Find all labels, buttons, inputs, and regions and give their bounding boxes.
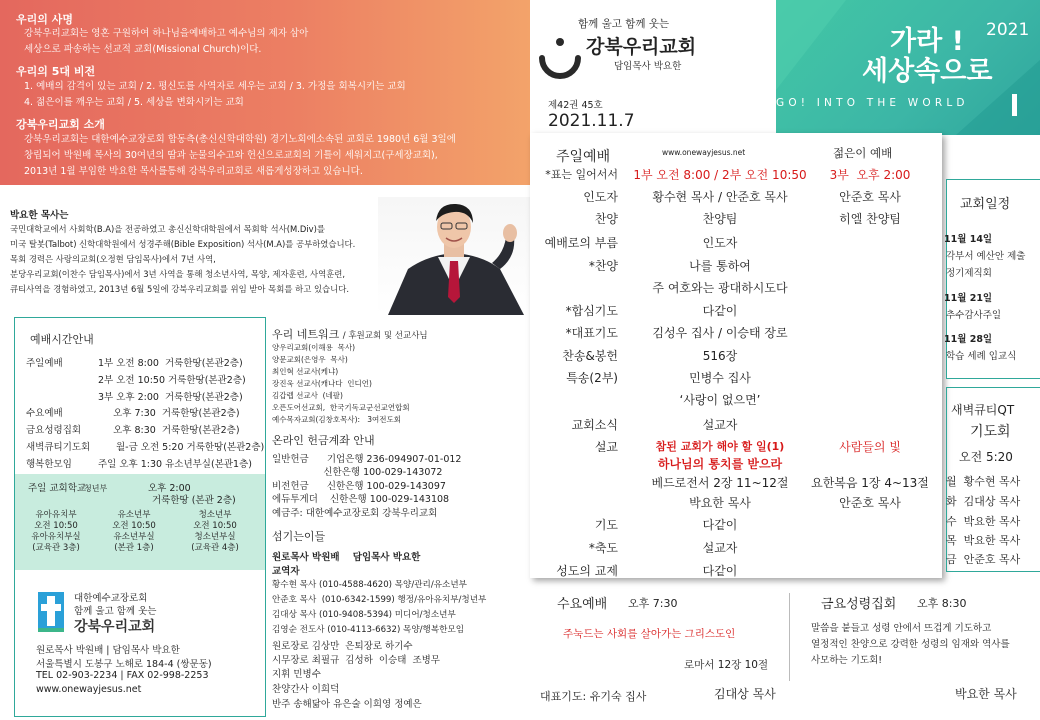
worship-times-title: 예배시간안내 xyxy=(30,333,94,346)
footer-tagline: 함께 울고 함께 웃는 xyxy=(74,606,157,617)
order-item-main: 인도자 xyxy=(702,236,738,250)
youth-time: 오후 2:00 xyxy=(148,483,191,494)
worship-time-value: 2부 오전 10:50 거룩한땅(본관2층) xyxy=(98,375,246,386)
qt-row: 수 박요한 목사 xyxy=(946,515,1021,528)
school-group-time: 오전 10:50 xyxy=(34,521,78,531)
order-item-main: 1부 오전 8:00 / 2부 오전 10:50 xyxy=(633,168,807,182)
order-item-label: *대표기도 xyxy=(565,326,618,340)
servant-line: 교역자 xyxy=(272,566,300,577)
order-item-main: 박요한 목사 xyxy=(689,496,751,510)
network-subtitle: / 후원교회 및 선교사님 xyxy=(342,331,428,341)
events-title: 교회일정 xyxy=(960,197,1011,212)
intro-text: 강북우리교회는 대한예수교장로회 합동측(총신신학대학원) 경기노회에소속된 교회로 1980년 6월 3일에 xyxy=(24,134,456,145)
event-text: 각부서 예산안 제출 xyxy=(946,251,1026,262)
school-group-building: (본관 1층) xyxy=(114,543,154,553)
wednesday-passage: 로마서 12장 10절 xyxy=(684,659,769,671)
order-item-youth: 사람들의 빛 xyxy=(839,440,901,454)
school-group-name: 청소년부 xyxy=(198,510,232,520)
network-line: 오픈도어선교회, 한국기독교군선교연합회 xyxy=(272,403,410,412)
order-item-main: 황수현 목사 / 안준호 목사 xyxy=(652,190,788,204)
pastor-bio-line: 미국 탈봇(Talbot) 신학대학원에서 성경주해(Bible Exposition) 석사(M.A)를 공부하였습니다. xyxy=(10,239,356,249)
order-item-main: ‘사랑이 없으면’ xyxy=(679,393,761,407)
footer-website-link[interactable]: www.onewayjesus.net xyxy=(36,684,142,695)
servant-line: 김영순 전도사 (010-4113-6632) 목양/행복한모임 xyxy=(272,625,465,635)
youth-place: 거룩한땅 (본관 2층) xyxy=(152,495,236,506)
network-title xyxy=(272,326,428,342)
pastor-photo xyxy=(378,197,530,315)
order-item-main: 참된 교회가 해야 할 일(1) xyxy=(655,440,785,453)
offering-line: 비전헌금 신한은행 100-029-143097 xyxy=(272,481,446,492)
mission-band xyxy=(0,0,530,185)
church-cross-logo-icon xyxy=(36,590,66,634)
banner-slogan-line1: 가라 ! xyxy=(890,26,964,57)
network-title-text: 우리 네트워크 xyxy=(272,328,340,341)
school-group xyxy=(102,510,166,554)
school-group-building: (교육관 4층) xyxy=(191,543,239,553)
order-item-label: 찬양 xyxy=(594,212,618,226)
school-group-building: (교육관 3층) xyxy=(32,543,80,553)
friday-title: 금요성령집회 xyxy=(821,597,897,612)
mission-text: 세상으로 파송하는 선교적 교회(Missional Church)이다. xyxy=(24,44,262,55)
school-group-room: 유소년부실 xyxy=(113,532,155,542)
servant-line: 반주 송해닮아 유은술 이희영 정예은 xyxy=(272,699,422,710)
servant-line: 김대상 목사 (010-9408-5394) 미디어/청소년부 xyxy=(272,610,456,620)
offering-title: 온라인 헌금계좌 안내 xyxy=(272,434,375,447)
event-date: 11월 21일 xyxy=(944,293,993,304)
school-group xyxy=(180,510,250,554)
offering-line: 에듀투게더 신한은행 100-029-143108 xyxy=(272,494,450,505)
order-item-label: 성도의 교제 xyxy=(556,564,618,578)
school-group-name: 유소년부 xyxy=(117,510,151,520)
footer-address: 서울특별시 도봉구 노해로 184-4 (쌍문동) xyxy=(36,659,212,670)
worship-time-label: 수요예배 xyxy=(26,408,63,419)
pastor-title: 박요한 목사는 xyxy=(10,210,69,221)
order-item-label: 특송(2부) xyxy=(566,371,618,385)
youth-label: 청년부 xyxy=(84,484,108,493)
mission-text: 강북우리교회는 영혼 구원하여 하나님을예배하고 예수님의 제자 삼아 xyxy=(24,28,309,39)
servant-line: 찬양간사 이희덕 xyxy=(272,684,340,695)
servant-line: 시무장로 최필규 김성하 이승태 조병무 xyxy=(272,655,440,666)
offering-line: 신한은행 100-029-143072 xyxy=(272,467,443,478)
wednesday-sermon: 주눅드는 사회를 살아가는 그리스도인 xyxy=(563,628,736,640)
friday-time: 오후 8:30 xyxy=(917,597,967,610)
order-item-main: 다같이 xyxy=(702,518,738,532)
network-line: 예수목자교회(김창호목사): 3여전도회 xyxy=(272,415,401,424)
order-item-youth: 안준호 목사 xyxy=(839,190,901,204)
church-ring-logo-icon xyxy=(536,32,584,80)
order-item-label: 설교 xyxy=(594,440,618,454)
worship-time-label: 금요성령집회 xyxy=(26,425,82,436)
header-pastor: 담임목사 박요한 xyxy=(614,61,682,72)
offering-line: 일반헌금 기업은행 236-094907-01-012 xyxy=(272,454,462,465)
pastor-bio-line: 목회 경력은 사랑의교회(오정현 담임목사)에서 7년 사역, xyxy=(10,254,216,264)
order-item-label: *표는 일어서서 xyxy=(545,168,618,181)
servant-line: 원로장로 김상만 은퇴장로 하기수 xyxy=(272,641,413,652)
school-group xyxy=(24,510,88,554)
mission-heading: 우리의 사명 xyxy=(16,13,73,26)
servant-line: 지휘 민병수 xyxy=(272,669,321,680)
order-item-youth: 안준호 목사 xyxy=(839,496,901,510)
pastor-bio-line: 분당우리교회(이찬수 담임목사)에서 3년 사역을 통해 청소년사역, 목양, 제자훈련, 사역훈련, xyxy=(10,269,346,279)
banner-year: 2021 xyxy=(986,20,1030,40)
order-item-label: 인도자 xyxy=(583,190,618,204)
order-item-label: *축도 xyxy=(588,541,618,555)
event-text: 추수감사주일 xyxy=(946,310,1002,321)
order-item-main: 다같이 xyxy=(702,564,738,578)
intro-text: 2013년 1월 부임한 박요한 목사를통해 강북우리교회로 새롭게성장하고 있습니다. xyxy=(24,166,363,177)
friday-description xyxy=(811,621,1010,669)
order-item-label: 찬송&봉헌 xyxy=(562,349,618,363)
order-website: www.onewayjesus.net xyxy=(662,148,746,157)
pastor-bio-line: 큐티사역을 경험하였고, 2013년 6월 5일에 강북우리교회를 위임 받아 목회를 하고 있습니다. xyxy=(10,284,349,294)
friday-desc-line: 말씀을 붙들고 성령 안에서 뜨겁게 기도하고 xyxy=(811,623,992,634)
order-item-main: 민병수 집사 xyxy=(689,371,751,385)
order-item-label: *찬양 xyxy=(588,259,618,273)
banner-english: GO! INTO THE WORLD xyxy=(776,97,969,109)
event-text: 학습 세례 입교식 xyxy=(946,351,1017,362)
order-item-main: 찬양팀 xyxy=(702,212,738,226)
worship-time-value: 월-금 오전 5:20 거룩한땅(본관2층) xyxy=(116,442,265,453)
servants-title: 섬기는이들 xyxy=(272,530,326,543)
network-line: 양우리교회(이해용 목사) xyxy=(272,343,356,352)
school-group-name: 유아유치부 xyxy=(35,510,77,520)
qt-row: 화 김대상 목사 xyxy=(946,495,1021,508)
worship-time-label: 행복한모임 xyxy=(26,459,72,470)
vision-text: 1. 예배의 감격이 있는 교회 / 2. 평신도를 사역자로 세우는 교회 / 3. 가정을 회복시키는 교회 xyxy=(24,81,406,92)
order-item-main: 설교자 xyxy=(702,541,738,555)
order-item-youth: 히엘 찬양팀 xyxy=(839,212,901,226)
church-school-title: 주일 교회학교 xyxy=(28,483,87,494)
footer-pastors: 원로목사 박원배 | 담임목사 박요한 xyxy=(36,645,180,656)
event-text: 정기제직회 xyxy=(946,268,992,279)
network-line: 양문교회(은영우 목사) xyxy=(272,355,348,364)
school-group-room: 청소년부실 xyxy=(194,532,236,542)
school-group-time: 오전 10:50 xyxy=(193,521,237,531)
wednesday-time: 오후 7:30 xyxy=(628,597,678,610)
friday-desc-line: 사모하는 기도회! xyxy=(811,655,883,666)
youth-worship-heading: 젊은이 예배 xyxy=(833,146,893,160)
issue-number: 제42권 45호 xyxy=(548,100,603,111)
order-item-label: 기도 xyxy=(594,518,618,532)
qt-row: 금 안준호 목사 xyxy=(946,553,1021,566)
network-line: 최인혁 선교사(케냐) xyxy=(272,367,339,376)
pastor-bio xyxy=(10,222,355,297)
network-line: 장진욱 선교사(캐나다 인디언) xyxy=(272,379,372,388)
vision-text: 4. 젊은이를 깨우는 교회 / 5. 세상을 변화시키는 교회 xyxy=(24,97,244,108)
worship-time-value: 오후 7:30 거룩한땅(본관2층) xyxy=(98,408,240,419)
order-item-main: 주 여호와는 광대하시도다 xyxy=(652,281,788,295)
order-item-main: 김성우 집사 / 이승태 장로 xyxy=(652,326,788,340)
header-church-name: 강북우리교회 xyxy=(586,36,697,58)
order-item-main: 나를 통하여 xyxy=(689,259,751,273)
order-item-main: 베드로전서 2장 11~12절 xyxy=(651,476,789,490)
servant-line: 황수현 목사 (010-4588-4620) 목양/관리/유소년부 xyxy=(272,580,467,590)
qt-row: 목 박요한 목사 xyxy=(946,534,1021,547)
school-group-time: 오전 10:50 xyxy=(112,521,156,531)
worship-time-value: 주일 오후 1:30 유소년부실(본관1층) xyxy=(98,459,252,470)
school-group-room: 유아유치부실 xyxy=(31,532,81,542)
servant-line: 원로목사 박원배 담임목사 박요한 xyxy=(272,552,421,563)
footer-phone: TEL 02-903-2234 | FAX 02-998-2253 xyxy=(36,670,209,681)
worship-time-value: 3부 오후 2:00 거룩한땅(본관2층) xyxy=(98,392,243,403)
intro-text: 창립되어 박원배 목사의 30여년의 땀과 눈물의수고와 헌신으로교회의 기틀이 세워지고(구세장교회), xyxy=(24,150,438,161)
vision-heading: 우리의 5대 비전 xyxy=(16,65,96,78)
bulletin-date: 2021.11.7 xyxy=(548,111,635,131)
offering-line: 예금주: 대한예수교장로회 강북우리교회 xyxy=(272,508,438,519)
qt-title: 새벽큐티QT xyxy=(951,403,1015,417)
order-item-main: 다같이 xyxy=(702,304,738,318)
friday-preacher: 박요한 목사 xyxy=(955,687,1017,701)
event-date: 11월 14일 xyxy=(944,234,993,245)
divider xyxy=(789,593,790,681)
friday-desc-line: 열정적인 찬양으로 강력한 성령의 임재와 역사를 xyxy=(811,639,1010,650)
footer-denomination: 대한예수교장로회 xyxy=(74,593,148,604)
order-item-label: 교회소식 xyxy=(571,418,618,432)
order-item-label: 예배로의 부름 xyxy=(544,236,618,250)
pastor-portrait-icon xyxy=(378,197,530,315)
worship-time-label: 새벽큐티기도회 xyxy=(26,442,91,453)
order-item-main: 설교자 xyxy=(702,418,738,432)
servant-line: 안준호 목사 (010-6342-1599) 행정/유아유치부/청년부 xyxy=(272,595,487,605)
order-item-youth: 3부 오후 2:00 xyxy=(829,168,911,182)
banner-slogan-line2: 세상속으로 xyxy=(862,56,993,87)
intro-heading: 강북우리교회 소개 xyxy=(16,118,105,131)
order-item-youth: 요한복음 1장 4~13절 xyxy=(811,476,929,490)
worship-time-value: 오후 8:30 거룩한땅(본관2층) xyxy=(98,425,240,436)
wednesday-preacher: 김대상 목사 xyxy=(714,687,776,701)
order-heading: 주일예배 xyxy=(556,149,611,165)
qt-subtitle: 기도회 xyxy=(970,424,1011,440)
footer-church-name: 강북우리교회 xyxy=(74,619,156,635)
wednesday-prayer: 대표기도: 유기숙 집사 xyxy=(540,690,647,703)
wednesday-title: 수요예배 xyxy=(557,597,608,612)
event-date: 11월 28일 xyxy=(944,334,993,345)
worship-time-label: 주일예배 xyxy=(26,358,63,369)
qt-time: 오전 5:20 xyxy=(959,450,1013,464)
order-item-main: 516장 xyxy=(702,349,738,363)
qt-row: 월 황수현 목사 xyxy=(946,475,1021,488)
pastor-bio-line: 국민대학교에서 사회학(B.A)을 전공하였고 총신신학대학원에서 목회학 석사(M.Div)를 xyxy=(10,224,325,234)
network-line: 김갑렙 선교사 (네팔) xyxy=(272,391,343,400)
order-item-main: 하나님의 통치를 받으라 xyxy=(657,457,783,471)
order-item-label: *합심기도 xyxy=(565,304,618,318)
worship-time-value: 1부 오전 8:00 거룩한땅(본관2층) xyxy=(98,358,243,369)
header-tagline: 함께 울고 함께 웃는 xyxy=(578,18,670,30)
